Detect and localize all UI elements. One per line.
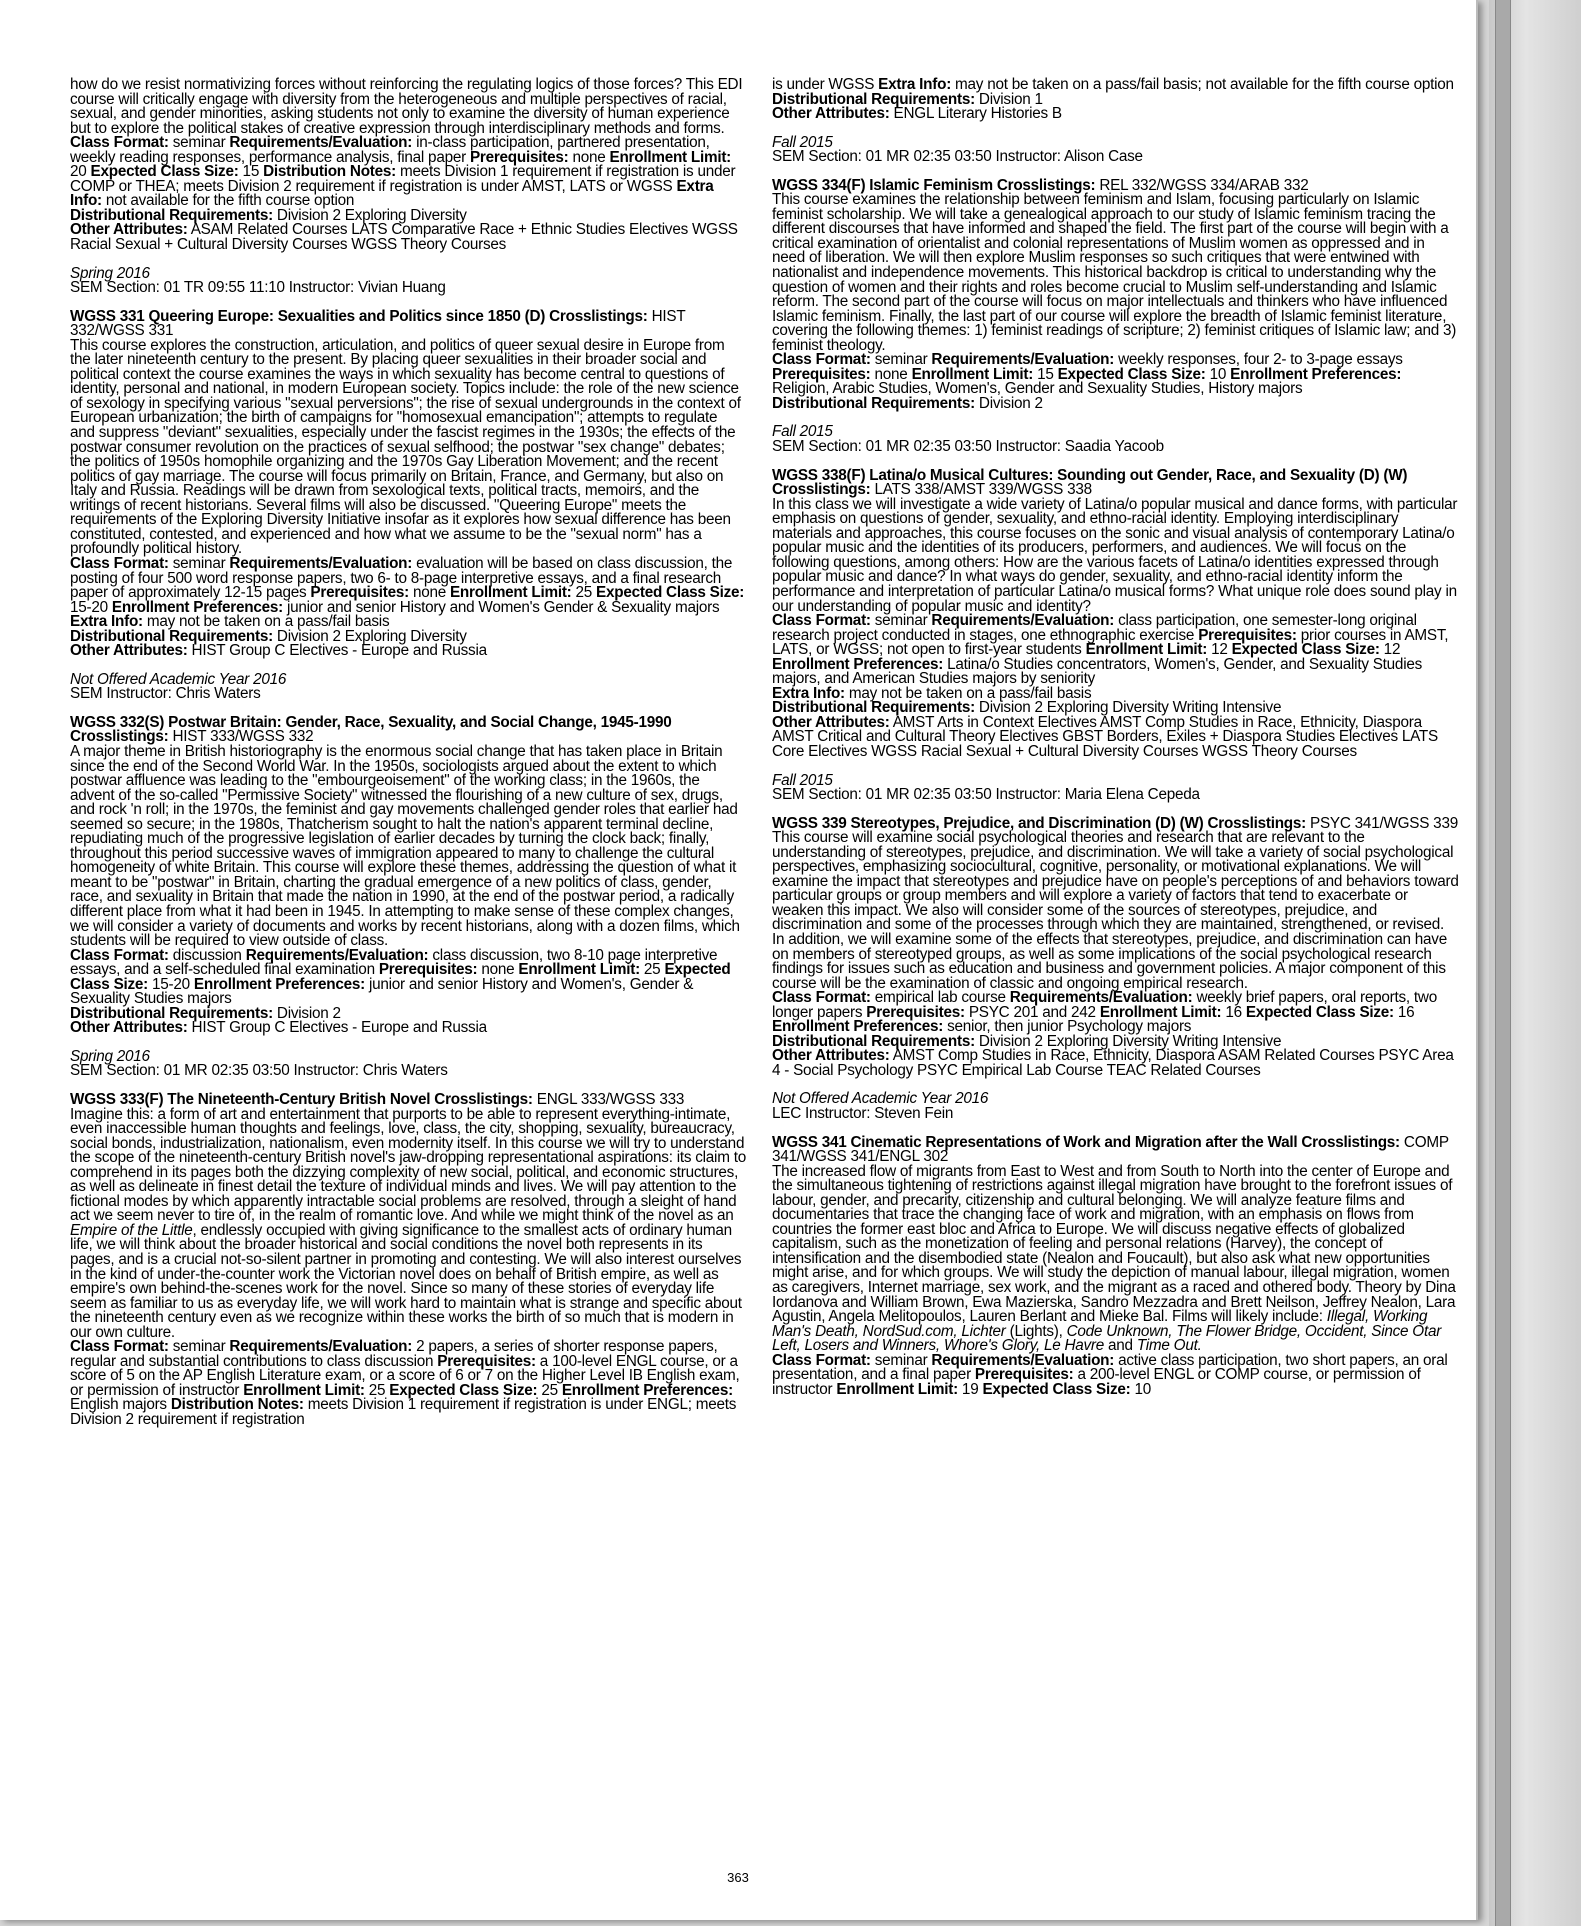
text-run: The increased flow of migrants from East to West and from South to North into the center of Europe and the simultaneous tightening of restrictions against illegal migration have brought to the forefront issues of labour, gender, and precarity, citizenship and cultural belonging. We will analyze feature films and documentaries that trace the changing face of work and migration, with an emphasis on flows from countries the former east bloc and Africa to Europe. We will discuss negative effects of globalized capitalism, such as the monetization of feeling and personal relations (Harvey), the concept of intensification and the disembodied state (Nealon and Foucault), but also ask what new opportunities might arise, and for which groups. We will study the depiction of manual labour, illegal migration, women as caregivers, Internet marriage, sex work, and the migrant as a raced and othered body. Theory by Dina Iordanova and William Brown, Ewa Mazierska, Sandro Mezzadra and Brett Neilson, Jeffrey Nealon, Lara Agustin, Angela Melitopoulos, Lauren Berlant and Mieke Bal. Films will likely include: — [772, 1162, 1456, 1326]
text-run: 20 — [70, 163, 91, 181]
field-label: Expected Class Size: — [90, 163, 239, 181]
text-block: SEM Instructor: Chris Waters — [70, 685, 261, 703]
field-label: WGSS 334(F) Islamic Feminism Crosslistings: — [772, 176, 1096, 194]
text-run: may not be taken on a pass/fail basis; not available for the fifth course option — [951, 76, 1454, 93]
field-label: Distributional Requirements: — [70, 1004, 273, 1022]
field-label: Distribution Notes: — [263, 163, 396, 181]
text-run: HIST 333/WGSS 332 — [168, 728, 314, 746]
text-block — [70, 1340, 746, 1427]
text-run: 15-20 — [70, 598, 112, 616]
text-run: seminar — [870, 1351, 932, 1369]
field-label: Enrollment Limit: — [449, 584, 572, 602]
text-block: LEC Instructor: Steven Fein — [772, 1105, 954, 1122]
field-label: Class Format: — [70, 554, 169, 572]
text-run: 2 papers, a series of shorter response papers, regular and substantial contributions to class discussion — [70, 1338, 718, 1370]
field-label: Distributional Requirements: — [772, 699, 975, 717]
text-run: Division 2 — [974, 394, 1043, 412]
field-label: Enrollment Limit: — [911, 365, 1034, 383]
text-run: prior courses in AMST, LATS, or WGSS; not open to first-year students — [772, 626, 1449, 659]
field-label: Enrollment Limit: — [1085, 641, 1208, 659]
term-label: Fall 2015 — [772, 133, 833, 151]
text-run: and — [1104, 1337, 1137, 1355]
field-label: Enrollment Preferences: — [111, 598, 283, 616]
text-run: seminar — [168, 134, 230, 152]
text-block — [70, 946, 746, 1008]
text-block: In this class we will investigate a wide variety of Latina/o popular musical and dance forms, with particular emphasis on questions of gender, sexuality, and ethno-racial identity. Employing interdisciplinary materials and approaches, this course focuses on the sonic and visual analysis of contemporary Latina/o popular music and the identities of its producers, performers, and audiences. We will focus on the following questions, among others: How are the various facets of Latina/o identities expressed through popular music and dance? In what ways do gender, sexuality, and ethno-racial identity inform the performance and interpretation of particular Latina/o musical forms? What unique role does sound play in our understanding of popular music and identity? — [772, 495, 1458, 615]
field-label: Prerequisites: — [974, 1366, 1074, 1384]
field-label: Requirements/Evaluation: — [245, 946, 429, 964]
text-run: is under WGSS — [772, 76, 879, 93]
field-label: Distributional Requirements: — [70, 206, 273, 224]
field-label: Prerequisites: — [310, 584, 409, 602]
spacer — [70, 253, 746, 267]
text-run: class discussion, two 8-10 page interpretive essays, and a self-scheduled final examination — [70, 946, 718, 979]
text-block: SEM Section: 01 MR 02:35 03:50 Instructor: Saadia Yacoob — [772, 438, 1164, 456]
field-label: Distributional Requirements: — [772, 394, 975, 412]
text-run: 19 — [957, 1380, 983, 1398]
text-run: Division 1 — [974, 90, 1043, 108]
text-run: English majors — [70, 1396, 171, 1414]
text-block — [772, 353, 1460, 397]
field-label: Prerequisites: — [378, 961, 478, 979]
text-run: 25 — [364, 1381, 390, 1399]
text-run: none — [568, 148, 610, 166]
field-label: WGSS 341 Cinematic Representations of Work and Migration after the Wall Crosslistings: — [772, 1133, 1400, 1151]
text-block — [70, 1105, 746, 1341]
text-block — [772, 614, 1460, 687]
text-run: 15 — [1033, 365, 1058, 383]
field-label: Enrollment Preferences: — [193, 975, 365, 993]
field-label: WGSS 331 Queering Europe: Sexualities and Politics since 1850 (D) Crosslistings: — [70, 307, 648, 325]
text-run: not available for the fifth course option — [101, 192, 355, 210]
spacer — [772, 122, 1460, 136]
text-block — [70, 223, 746, 252]
field-label: WGSS 332(S) Postwar Britain: Gender, Race, Sexuality, and Social Change, 1945-1990 Crosslistings: — [70, 713, 672, 746]
field-label: Enrollment Preferences: — [561, 1381, 733, 1399]
text-block — [70, 1021, 746, 1036]
field-label: Distributional Requirements: — [772, 1032, 975, 1050]
text-run: PSYC 201 and 242 — [964, 1003, 1100, 1021]
text-run: 16 — [1393, 1003, 1415, 1021]
text-block: SEM Section: 01 TR 09:55 11:10 Instructor: Vivian Huang — [70, 279, 446, 297]
field-label: Distributional Requirements: — [70, 627, 273, 645]
field-label: Other Attributes: — [772, 1047, 890, 1065]
text-run: discussion — [168, 946, 246, 964]
text-block — [772, 713, 1460, 760]
left-column — [70, 78, 746, 1428]
text-run: HIST Group C Electives - Europe and Russia — [187, 642, 487, 660]
text-run: ASAM Related Courses LATS Comparative Race + Ethnic Studies Electives WGSS Racial Sexual + Cultural Diversity Courses WGSS Theory Courses — [70, 221, 738, 254]
text-run: class participation, one semester-long original research project conducted in stages, one ethnographic exercise — [772, 612, 1417, 644]
field-label: Expected Class Size: — [596, 584, 745, 602]
text-run: evaluation will be based on class discussion, the posting of four 500 word response papers, two 6- to 8-page interpretive essays, and a final research paper of approximately 12-15 pages — [70, 554, 733, 602]
field-label: Class Format: — [70, 134, 169, 152]
text-run: Empire of the Little — [70, 1221, 193, 1239]
text-block — [70, 713, 746, 746]
right-column — [772, 78, 1460, 1397]
text-run: seminar — [870, 351, 932, 369]
field-label: Enrollment Limit: — [836, 1380, 958, 1398]
text-run: 10 — [1205, 365, 1231, 383]
field-label: Extra Info: — [772, 684, 845, 702]
text-run: 12 — [1207, 641, 1232, 659]
field-label: WGSS 338(F) Latina/o Musical Cultures: Sounding out Gender, Race, and Sexuality (D) (W) Crosslistings: — [772, 466, 1408, 499]
text-run: Time Out. — [1136, 1337, 1202, 1355]
text-run: junior and senior History and Women's Gender & Sexuality majors — [282, 598, 720, 616]
text-block — [772, 991, 1460, 1035]
text-block — [70, 136, 746, 209]
field-label: Distributional Requirements: — [772, 90, 975, 108]
field-label: Requirements/Evaluation: — [1009, 989, 1193, 1007]
field-label: Class Format: — [772, 612, 871, 630]
text-block: This course examines the relationship between feminism and Islam, focusing particularly on Islamic feminist scholarship. We will take a genealogical approach to our study of Islamic feminism tracing the different discourses that have informed and shaped the field. The first part of the course will begin with a critical examination of orientalist and colonial representations of Muslim women as oppressed and in need of liberation. We will then explore Muslim responses so such critiques that were entwined with nationalist and independence movements. This historical backdrop is critical to understanding why the question of women and their rights and roles become crucial to Muslim self-understanding and Islamic reform. The second part of the course will focus on major intellectuals and thinkers who have influenced Islamic feminism. Finally, the last part of our course will explore the breadth of Islamic feminist literature, covering the following themes: 1) feminist readings of scripture; 2) feminist critiques of Islamic law; and 3) feminist theology. — [772, 191, 1457, 354]
field-label: Prerequisites: — [469, 148, 569, 166]
field-label: WGSS 339 Stereotypes, Prejudice, and Discrimination (D) (W) Crosslistings: — [772, 814, 1307, 832]
text-block — [70, 307, 746, 340]
text-block — [70, 554, 746, 631]
field-label: Enrollment Preferences: — [1230, 365, 1402, 383]
field-label: Expected Class Size: — [389, 1381, 538, 1399]
field-label: Other Attributes: — [772, 105, 890, 123]
text-run: ENGL 333/WGSS 333 — [532, 1091, 685, 1108]
text-run: a 200-level ENGL or COMP course, or permission of instructor — [772, 1366, 1421, 1398]
text-run: in-class participation, partnered presentation, weekly reading responses, performance analysis, final paper — [70, 134, 710, 166]
text-run: 15 — [238, 163, 264, 181]
field-label: Distribution Notes: — [170, 1396, 304, 1414]
field-label: Enrollment Preferences: — [772, 1018, 944, 1036]
text-block: This course will examine social psychological theories and research that are relevant to the understanding of stereotypes, prejudice, and discrimination. We will take a variety of social psychological perspectives, emphasizing sociocultural, cognitive, personality, or motivational explanations. We will examine the impact that stereotypes and prejudice have on people's perceptions of and behaviors toward particular groups or group members and will explore a variety of factors that tend to exacerbate or weaken this impact. We also will consider some of the sources of stereotypes, prejudice, and discrimination and some of the processes through which they are maintained, strengthened, or revised. In addition, we will examine some of the effects that stereotypes, prejudice, and discrimination can have on members of stereotyped groups, as well as some implications of the social psychological research findings for issues such as education and business and government policies. A major component of this course will be the examination of classic and ongoing empirical research. — [772, 829, 1459, 992]
text-run: Code Unknown, The Flower Bridge, Occident, Since Otar Left, Losers and Winners, Whore's Glory, Le Havre — [772, 1322, 1442, 1355]
text-block: This course explores the construction, articulation, and politics of queer sexual desire in Europe from the later nineteenth century to the present. By placing queer sexualities in their broader social and political context the course examines the ways in which sexuality has become central to questions of identity, personal and national, in modern European society. Topics include: the role of the new science of sexology in specifying various "sexual perversions"; the rise of sexual undergrounds in the context of European urbanization; the birth of campaigns for "homosexual emancipation"; attempts to regulate and suppress "deviant" sexualities, especially under the fascist regimes in the 1930s; the effects of the postwar consumer revolution on the practices of sexual selfhood; the postwar "sex change" debates; the politics of 1950s homophile organizing and the 1970s Gay Liberation Movement; and the recent politics of gay marriage. The course will focus primarily on Britain, France, and Germany, but also on Italy and Russia. Readings will be drawn from sexological texts, political tracts, memoirs, and the writings of recent historians. Several films will also be discussed. "Queering Europe" meets the requirements of the Exploring Diversity Initiative insofar as it explores how sexual difference has been constituted, contested, and experienced and how what we assume to be the "sexual norm" has a profoundly political history. — [70, 336, 741, 558]
text-block — [70, 644, 746, 659]
text-run: may not be taken on a pass/fail basis — [844, 684, 1092, 702]
field-label: Other Attributes: — [772, 713, 890, 731]
spacer — [772, 411, 1460, 425]
text-run: active class participation, two short papers, an oral presentation, and a final paper — [772, 1351, 1448, 1384]
field-label: Requirements/Evaluation: — [931, 351, 1115, 369]
field-label: Class Format: — [772, 351, 871, 369]
text-run: none — [477, 961, 519, 979]
text-block — [772, 394, 1460, 412]
field-label: Requirements/Evaluation: — [931, 1351, 1115, 1369]
term-label: Spring 2016 — [70, 1047, 150, 1065]
text-run: Division 2 — [272, 1004, 341, 1022]
text-run: HIST Group C Electives - Europe and Russia — [187, 1019, 487, 1037]
text-run: senior, then junior Psychology majors — [943, 1018, 1192, 1036]
field-label: Prerequisites: — [1198, 626, 1297, 644]
text-run: HIST 332/WGSS 331 — [70, 307, 686, 340]
field-label: Prerequisites: — [866, 1003, 965, 1021]
spacer — [70, 1036, 746, 1050]
term-label: Not Offered Academic Year 2016 — [772, 1090, 989, 1108]
vertical-scrollbar[interactable] — [1489, 0, 1581, 1926]
text-run: ENGL Literary Histories B — [889, 105, 1062, 123]
text-run: a 100-level ENGL course, or a score of 5 on the AP English Literature exam, or a score of 6 or 7 on the Higher Level IB English exam, or permission of instructor — [70, 1352, 740, 1399]
text-run: none — [870, 365, 912, 383]
text-run: REL 332/WGSS 334/ARAB 332 — [1095, 176, 1309, 194]
text-run: (Lights), — [1005, 1322, 1067, 1340]
text-run: may not be taken on a pass/fail basis — [142, 613, 390, 631]
field-label: Extra Info: — [70, 177, 714, 210]
text-run: 16 — [1221, 1003, 1246, 1021]
text-run: 12 — [1379, 641, 1401, 659]
text-run: seminar — [168, 1338, 230, 1356]
text-block: SEM Section: 01 MR 02:35 03:50 Instructor: Alison Case — [772, 148, 1143, 166]
field-label: Other Attributes: — [70, 642, 188, 660]
text-run: Imagine this: a form of art and entertainment that purports to be able to represent everything-intimate, even inaccessible human thoughts and feelings, love, class, the city, shopping, sexuality, bureaucracy, social bonds, industrialization, nationalism, even modernity itself. In this course we will try to understand the scope of the nineteenth-century British novel's jaw-dropping representational aspirations: its claim to comprehend in its pages both the dizzying complexity of new social, political, and economic structures, as well as delineate in finest detail the texture of individual minds and lives. We will pay attention to the fictional modes by which apparently intractable social problems are resolved, through a sleight of hand act we seem never to tire of, in the realm of romantic love. And while we might think of the novel as an — [70, 1105, 746, 1225]
text-run: 25 — [639, 961, 665, 979]
field-label: Expected Class Size: — [1057, 365, 1206, 383]
text-run: seminar — [168, 554, 230, 572]
field-label: Expected Class Size: — [1245, 1003, 1394, 1021]
text-block — [772, 107, 1460, 122]
field-label: Requirements/Evaluation: — [229, 134, 413, 152]
text-run: COMP 341/WGSS 341/ENGL 302 — [772, 1133, 1449, 1166]
text-block: how do we resist normativizing forces without reinforcing the regulating logics of those forces? This EDI course will critically engage with diversity from the heterogeneous and multiple perspectives of racial, sexual, and gender minorities, asking students not only to examine the diversity of human experience but to explore the political stakes of creative expression through interdisciplinary methods and forms. — [70, 76, 743, 137]
text-block — [772, 1049, 1460, 1078]
text-run: , endlessly occupied with giving significance to the smallest acts of ordinary human life, we will think about the broader historical and social conditions the novel both represents in its pages, and is a crucial not-so-silent partner in promoting and contesting. We will also interest ourselves in the kind of under-the-counter work the Victorian novel does on behalf of British empire, as well as empire's own behind-the-scenes work for the novel. Since so many of these stories of everyday life seem as familiar to us as everyday life, we will work hard to maintain what is strange and specific about the nineteenth century even as we recognize within these works the birth of so much that is modern in our own culture. — [70, 1221, 742, 1341]
field-label: Class Format: — [70, 1338, 169, 1356]
text-run: Division 2 Exploring Diversity — [272, 627, 467, 645]
text-run: seminar — [870, 612, 932, 630]
field-label: Extra Info: — [70, 613, 143, 631]
field-label: Expected Class Size: — [70, 961, 731, 993]
text-run: Latina/o Studies concentrators, Women's, Gender, and Sexuality Studies majors, and American Studies majors by seniority — [772, 655, 1422, 688]
text-run: 25 — [537, 1381, 562, 1399]
field-label: Prerequisites: — [772, 365, 871, 383]
text-block — [772, 1133, 1460, 1166]
field-label: Enrollment Preferences: — [772, 655, 944, 673]
page-number: 363 — [727, 1870, 749, 1885]
text-run: 10 — [1130, 1380, 1152, 1398]
field-label: Requirements/Evaluation: — [931, 612, 1115, 630]
field-label: Other Attributes: — [70, 1019, 188, 1037]
field-label: Prerequisites: — [437, 1352, 536, 1370]
field-label: Requirements/Evaluation: — [229, 1338, 413, 1356]
field-label: Other Attributes: — [70, 221, 188, 239]
text-block: A major theme in British historiography is the enormous social change that has taken place in Britain since the end of the Second World War. In the 1950s, sociologists argued about the extent to which postwar affluence was leading to the "embourgeoisement" of the working class; in the 1960s, the advent of the so-called "Permissive Society" witnessed the flourishing of a new culture of sex, drugs, and rock 'n roll; in the 1970s, the feminist and gay movements challenged gender roles that earlier had seemed so secure; in the 1980s, Thatcherism sought to halt the nation's apparent terminal decline, repudiating much of the progressive legislation of earlier decades by turning the clock back; finally, throughout this period successive waves of immigration appeared to many to challenge the cultural homogeneity of white Britain. This course will explore these themes, addressing the question of what it meant to be "postwar" in Britain, charting the gradual emergence of a new politics of class, gender, race, and sexuality in Britain that made the nation in 1990, at the end of the postwar period, a radically different place from what it had been in 1945. In attempting to make sense of these complex changes, we will consider a variety of documents and works by recent historians, along with a dozen films, which students will be required to view outside of class. — [70, 742, 740, 950]
spacer — [772, 760, 1460, 774]
text-run: 15-20 — [148, 975, 194, 993]
field-label: Enrollment Limit: — [1099, 1003, 1222, 1021]
text-run: AMST Arts in Context Electives AMST Comp Studies in Race, Ethnicity, Diaspora AMST Critical and Cultural Theory Electives GBST Borders, Exiles + Diaspora Studies Electives LATS Core Electives WGSS Racial Sexual + Cultural Diversity Courses WGSS Theory Courses — [772, 713, 1438, 760]
field-label: WGSS 333(F) The Nineteenth-Century British Novel Crosslistings: — [70, 1091, 533, 1108]
scrollbar-thumb[interactable] — [1495, 0, 1511, 1926]
text-run: weekly brief papers, oral reports, two longer papers — [772, 989, 1437, 1021]
text-block: SEM Section: 01 MR 02:35 03:50 Instructor: Chris Waters — [70, 1062, 448, 1080]
text-run: junior and senior History and Women's, Gender & Sexuality Studies majors — [70, 975, 694, 1008]
term-label: Fall 2015 — [772, 423, 833, 441]
text-run: Division 2 Exploring Diversity Writing Intensive — [974, 699, 1282, 717]
field-label: Class Format: — [70, 946, 169, 964]
text-run: Division 2 Exploring Diversity Writing Intensive — [974, 1032, 1282, 1050]
text-run: PSYC 341/WGSS 339 — [1306, 814, 1458, 832]
text-block: SEM Section: 01 MR 02:35 03:50 Instructor: Maria Elena Cepeda — [772, 786, 1200, 804]
text-block — [772, 1162, 1460, 1355]
field-label: Class Format: — [772, 989, 871, 1007]
text-run: meets Division 1 requirement if registration is under COMP or THEA; meets Division 2 requirement if registration is under AMST, LATS or WGSS — [70, 163, 736, 195]
field-label: Extra Info: — [878, 76, 952, 93]
text-run: empirical lab course — [870, 989, 1010, 1007]
field-label: Class Format: — [772, 1351, 871, 1369]
text-run: weekly responses, four 2- to 3-page essays — [1114, 351, 1403, 369]
text-run: AMST Comp Studies in Race, Ethnicity, Diaspora ASAM Related Courses PSYC Area 4 - Social Psychology PSYC Empirical Lab Course TEAC Related Courses — [772, 1047, 1454, 1079]
text-run: meets Division 1 requirement if registration is under ENGL; meets Division 2 requirement if registration — [70, 1396, 737, 1429]
text-run: none — [408, 584, 450, 602]
text-run: Division 2 Exploring Diversity — [272, 206, 467, 224]
term-label: Fall 2015 — [772, 771, 833, 789]
text-block — [772, 466, 1460, 499]
field-label: Enrollment Limit: — [518, 961, 640, 979]
text-run: 25 — [571, 584, 597, 602]
field-label: Expected Class Size: — [1231, 641, 1380, 659]
field-label: Expected Class Size: — [982, 1380, 1131, 1398]
text-run: LATS 338/AMST 339/WGSS 338 — [870, 481, 1092, 499]
field-label: Requirements/Evaluation: — [229, 554, 413, 572]
text-run: Religion, Arabic Studies, Women's, Gender and Sexuality Studies, History majors — [772, 380, 1303, 398]
term-label: Not Offered Academic Year 2016 — [70, 670, 287, 688]
text-run: Illegal, Working Man's Death, NordSud.com, Lichter — [772, 1308, 1428, 1340]
text-block — [772, 1351, 1460, 1398]
field-label: Enrollment Limit: — [609, 148, 732, 166]
term-label: Spring 2016 — [70, 264, 150, 282]
field-label: Enrollment Limit: — [243, 1381, 365, 1399]
